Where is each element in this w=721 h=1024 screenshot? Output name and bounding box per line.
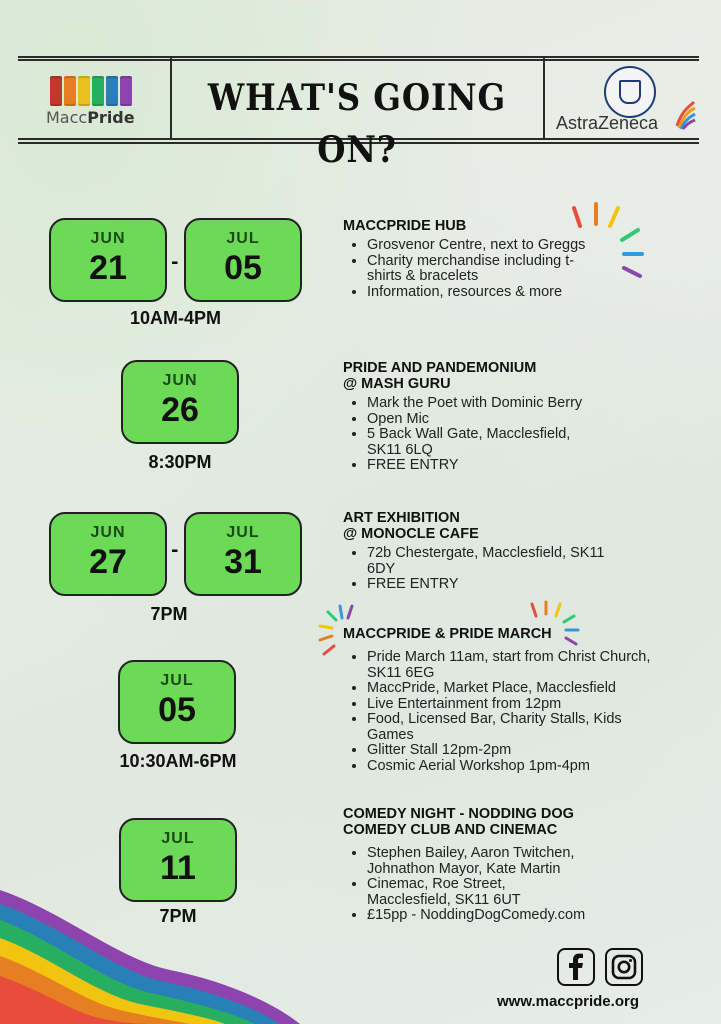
event-title-line: @ MONOCLE CAFE bbox=[343, 526, 479, 542]
sparkle-burst-icon bbox=[566, 200, 646, 282]
event-title-line: PRIDE AND PANDEMONIUM bbox=[343, 360, 537, 376]
event-pride-and-pandemonium bbox=[343, 360, 683, 474]
date-day: 31 bbox=[224, 543, 262, 581]
header-divider-right bbox=[543, 58, 545, 138]
instagram-icon[interactable] bbox=[605, 948, 643, 986]
event-details bbox=[343, 546, 683, 593]
event-title bbox=[343, 626, 683, 642]
event-details bbox=[343, 846, 683, 924]
list-item: • MaccPride, Market Place, Macclesfield bbox=[367, 681, 683, 697]
event-time: 8:30PM bbox=[148, 452, 212, 472]
event-title-line: COMEDY NIGHT - NODDING DOG bbox=[343, 806, 574, 822]
list-item: • FREE ENTRY bbox=[367, 458, 683, 474]
date-day: 05 bbox=[158, 691, 196, 729]
spool-yellow bbox=[78, 76, 90, 106]
list-item: • Mark the Poet with Dominic Berry bbox=[367, 396, 683, 412]
spool-purple bbox=[120, 76, 132, 106]
thread-spools-icon bbox=[50, 76, 132, 106]
header-divider-left bbox=[170, 58, 172, 138]
council-crest-icon bbox=[604, 66, 656, 118]
event-time: 7PM bbox=[159, 906, 197, 926]
date-box-end bbox=[184, 218, 302, 302]
sponsor-name: AstraZeneca bbox=[556, 113, 659, 133]
date-month: JUN bbox=[90, 524, 126, 541]
event-time: 10:30AM-6PM bbox=[119, 751, 237, 771]
list-item: • Pride March 11am, start from Christ Church, SK11 6EG bbox=[367, 650, 657, 681]
rainbow-wave-decoration bbox=[0, 890, 300, 1024]
list-item: • Charity merchandise including t-shirts & bracelets bbox=[367, 254, 597, 285]
list-item: • £15pp - NoddingDogComedy.com bbox=[367, 908, 683, 924]
list-item: • Information, resources & more bbox=[367, 285, 683, 301]
event-details bbox=[343, 396, 683, 474]
website-link[interactable]: www.maccpride.org bbox=[497, 993, 639, 1010]
event-art-exhibition bbox=[343, 510, 683, 593]
event-title-line: COMEDY CLUB AND CINEMAC bbox=[343, 822, 558, 838]
facebook-glyph bbox=[559, 950, 593, 984]
maccpride-logo-text bbox=[46, 108, 135, 127]
list-item: • Food, Licensed Bar, Charity Stalls, Kids Games bbox=[367, 712, 667, 743]
event-comedy-night bbox=[343, 806, 683, 924]
list-item: • Grosvenor Centre, next to Greggs bbox=[367, 238, 683, 254]
event-time: 10AM-4PM bbox=[129, 308, 222, 328]
event-details bbox=[343, 650, 683, 774]
date-box bbox=[118, 660, 236, 744]
maccpride-logo[interactable] bbox=[40, 72, 150, 128]
facebook-icon[interactable] bbox=[557, 948, 595, 986]
event-pride-march bbox=[343, 626, 683, 774]
date-box-start bbox=[49, 512, 167, 596]
list-item: • FREE ENTRY bbox=[367, 577, 683, 593]
list-item: • Cinemac, Roe Street, Macclesfield, SK11 6UT bbox=[367, 877, 567, 908]
list-item: • 72b Chestergate, Macclesfield, SK11 6DY bbox=[367, 546, 607, 577]
spool-green bbox=[92, 76, 104, 106]
event-time: 7PM bbox=[150, 604, 188, 624]
date-day: 27 bbox=[89, 543, 127, 581]
date-box-end bbox=[184, 512, 302, 596]
list-item: • Live Entertainment from 12pm bbox=[367, 697, 683, 713]
list-item: • Stephen Bailey, Aaron Twitchen, Johnathon Mayor, Kate Martin bbox=[367, 846, 627, 877]
date-month: JUN bbox=[162, 372, 198, 389]
event-title bbox=[343, 806, 683, 838]
date-range-separator: - bbox=[171, 540, 179, 561]
crest-shield bbox=[619, 80, 641, 104]
list-item: • Open Mic bbox=[367, 412, 683, 428]
instagram-glyph bbox=[607, 950, 641, 984]
date-range-separator: - bbox=[171, 252, 179, 273]
spool-red bbox=[50, 76, 62, 106]
astrazeneca-swirl-icon bbox=[674, 100, 696, 130]
date-month: JUL bbox=[226, 524, 260, 541]
date-box bbox=[121, 360, 239, 444]
date-month: JUL bbox=[226, 230, 260, 247]
event-title-line: @ MASH GURU bbox=[343, 376, 451, 392]
date-day: 26 bbox=[161, 391, 199, 429]
header-top-rule bbox=[18, 56, 699, 58]
date-day: 21 bbox=[89, 249, 127, 287]
date-month: JUN bbox=[90, 230, 126, 247]
logo-text-macc: Macc bbox=[46, 108, 88, 127]
event-title bbox=[343, 360, 683, 392]
list-item: • Cosmic Aerial Workshop 1pm-4pm bbox=[367, 759, 683, 775]
date-day: 05 bbox=[224, 249, 262, 287]
date-month: JUL bbox=[160, 672, 194, 689]
event-title-line: MACCPRIDE HUB bbox=[343, 218, 467, 234]
date-day: 11 bbox=[160, 849, 196, 887]
event-title-line: ART EXHIBITION bbox=[343, 510, 460, 526]
event-title bbox=[343, 510, 683, 542]
logo-text-pride: Pride bbox=[87, 108, 135, 127]
list-item: • Glitter Stall 12pm-2pm bbox=[367, 743, 683, 759]
header-top-rule-2 bbox=[18, 59, 699, 61]
event-title-line: MACCPRIDE & PRIDE MARCH bbox=[343, 626, 552, 642]
list-item: • 5 Back Wall Gate, Macclesfield, SK11 6LQ bbox=[367, 427, 607, 458]
page-title: WHAT'S GOING ON? bbox=[207, 77, 507, 171]
spool-blue bbox=[106, 76, 118, 106]
date-box-start bbox=[49, 218, 167, 302]
date-month: JUL bbox=[161, 830, 195, 847]
spool-orange bbox=[64, 76, 76, 106]
